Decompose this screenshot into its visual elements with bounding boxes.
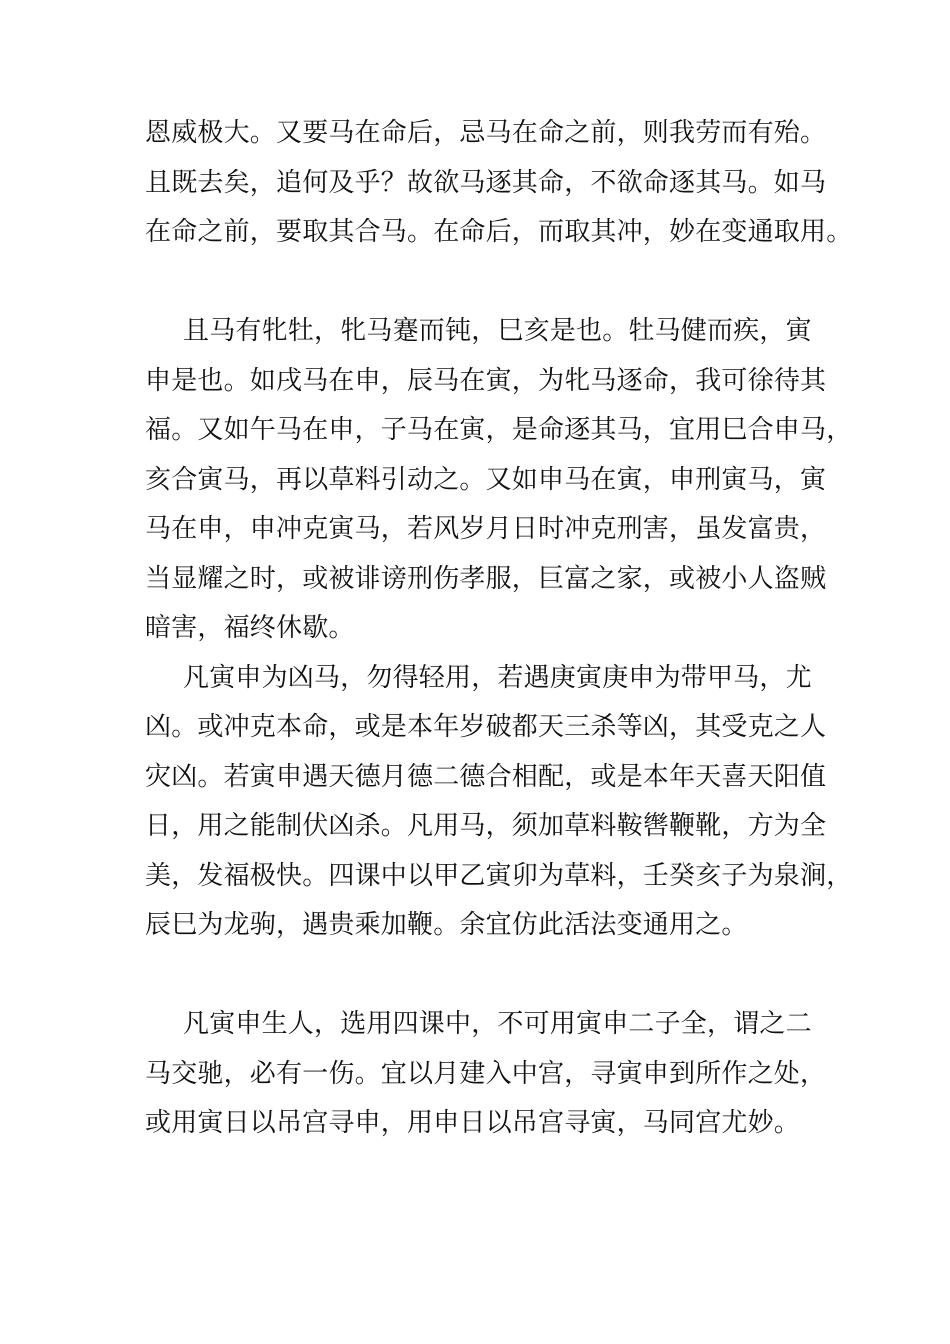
text-line: 日，用之能制伏凶杀。凡用马，须加草料鞍辔鞭靴，方为全 [145, 811, 827, 841]
text-line: 马交驰，必有一伤。宜以月建入中宫，寻寅申到所作之处， [145, 1059, 827, 1089]
text-line: 马在申，申冲克寅马，若风岁月日时冲克刑害，虽发富贵， [145, 514, 827, 544]
text-line: 美，发福极快。四课中以甲乙寅卯为草料，壬癸亥子为泉涧， [145, 861, 853, 891]
text-line: 当显耀之时，或被诽谤刑伤孝服，巨富之家，或被小人盗贼 [145, 564, 827, 594]
text-line: 福。又如午马在申，子马在寅，是命逐其马，宜用巳合申马， [145, 415, 853, 445]
text-line: 暗害，福终休歇。 [145, 613, 355, 643]
text-line: 亥合寅马，再以草料引动之。又如申马在寅，申刑寅马，寅 [145, 465, 827, 495]
text-line: 凡寅申生人，选用四课中，不可用寅申二子全，谓之二 [183, 1009, 812, 1039]
text-line: 且既去矣，追何及乎？故欲马逐其命，不欲命逐其马。如马 [145, 168, 827, 198]
text-line: 在命之前，要取其合马。在命后，而取其冲，妙在变通取用。 [145, 217, 853, 247]
text-line: 灾凶。若寅申遇天德月德二德合相配，或是本年天喜天阳值 [145, 762, 827, 792]
text-line: 申是也。如戌马在申，辰马在寅，为牝马逐命，我可徐待其 [145, 366, 827, 396]
text-line: 凡寅申为凶马，勿得轻用，若遇庚寅庚申为带甲马，尤 [183, 663, 812, 693]
text-line: 辰巳为龙驹，遇贵乘加鞭。余宜仿此活法变通用之。 [145, 910, 748, 940]
text-line: 恩威极大。又要马在命后，忌马在命之前，则我劳而有殆。 [145, 118, 827, 148]
text-line: 且马有牝牡，牝马蹇而钝，巳亥是也。牡马健而疾，寅 [183, 316, 812, 346]
text-line: 或用寅日以吊宫寻申，用申日以吊宫寻寅，马同宫尤妙。 [145, 1108, 801, 1138]
text-line: 凶。或冲克本命，或是本年岁破都天三杀等凶，其受克之人 [145, 712, 827, 742]
